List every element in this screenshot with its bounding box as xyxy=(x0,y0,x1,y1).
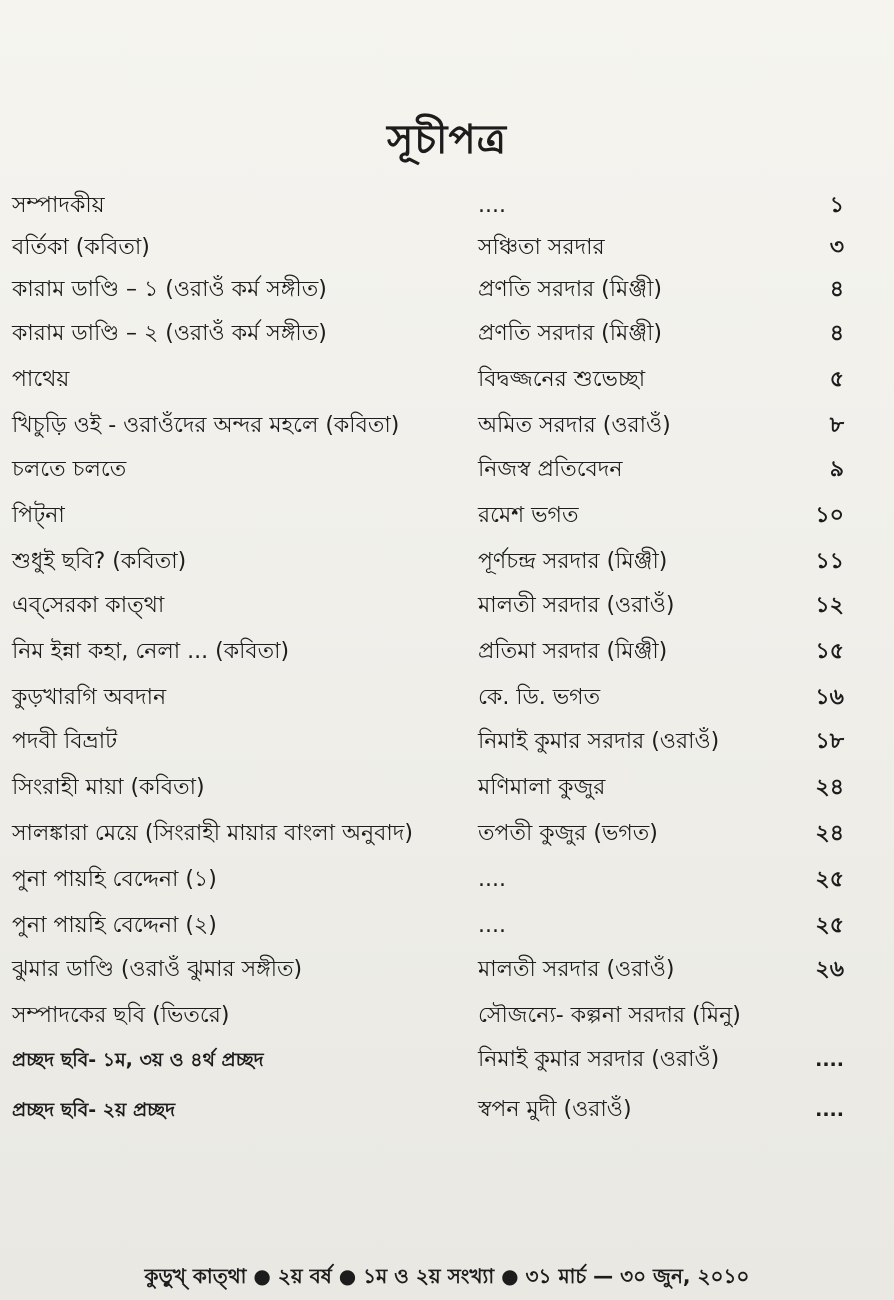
toc-page: .... xyxy=(815,1049,844,1071)
toc-title: বর্তিকা (কবিতা) xyxy=(12,235,150,260)
toc-row xyxy=(0,904,894,948)
toc-page: ১৫ xyxy=(815,639,844,664)
toc-author: রমেশ ভগত xyxy=(478,503,579,528)
toc-page: ৩ xyxy=(829,235,844,260)
toc-title: পুনা পায়হি বেদ্দেনা (২) xyxy=(12,913,217,938)
toc-row xyxy=(0,268,894,312)
toc-page: ৫ xyxy=(829,367,844,392)
toc-row xyxy=(0,584,894,628)
page-title: সূচীপত্র xyxy=(387,117,507,163)
toc-page: ২৪ xyxy=(815,821,844,846)
toc-row xyxy=(0,994,894,1038)
toc-author: তপতী কুজুর (ভগত) xyxy=(478,821,658,846)
toc-page: ১১ xyxy=(815,549,844,574)
toc-title: এব্‌সেরকা কাত্‌থা xyxy=(12,593,165,618)
toc-page: ১০ xyxy=(815,503,844,528)
toc-row xyxy=(0,1088,894,1132)
toc-page: ২৬ xyxy=(815,957,844,982)
toc-row xyxy=(0,540,894,584)
toc-author: অমিত সরদার (ওরাওঁ) xyxy=(478,413,671,438)
toc-title: সালঙ্কারা মেয়ে (সিংরাহী মায়ার বাংলা অনুবাদ) xyxy=(12,821,413,846)
toc-title: সিংরাহী মায়া (কবিতা) xyxy=(12,775,205,800)
toc-author: কে. ডি. ভগত xyxy=(478,685,601,710)
toc-row xyxy=(0,184,894,228)
toc-author: মালতী সরদার (ওরাওঁ) xyxy=(478,957,675,982)
toc-author: প্রণতি সরদার (মিঞ্জী) xyxy=(478,321,662,346)
toc-author: সঞ্চিতা সরদার xyxy=(478,235,605,260)
toc-row xyxy=(0,448,894,492)
toc-title: চলতে চলতে xyxy=(12,457,127,482)
toc-title: কারাম ডাণ্ডি – ১ (ওরাওঁ কর্ম সঙ্গীত) xyxy=(12,277,327,302)
toc-row xyxy=(0,494,894,538)
toc-author: .... xyxy=(478,867,506,892)
toc-row xyxy=(0,676,894,720)
toc-page: ১২ xyxy=(815,593,844,618)
toc-title: সম্পাদকীয় xyxy=(12,193,105,218)
toc-author: প্রতিমা সরদার (মিঞ্জী) xyxy=(478,639,668,664)
toc-row xyxy=(0,766,894,810)
toc-row xyxy=(0,720,894,764)
toc-title: পদবী বিভ্রাট xyxy=(12,729,118,754)
toc-author: .... xyxy=(478,913,506,938)
toc-title: প্রচ্ছদ ছবি- ১ম, ৩য় ও ৪র্থ প্রচ্ছদ xyxy=(12,1049,264,1071)
toc-author: নিমাই কুমার সরদার (ওরাওঁ) xyxy=(478,729,720,754)
toc-page: ১ xyxy=(829,193,844,218)
toc-page: ৪ xyxy=(829,321,844,346)
page-footer: কুড়ুখ্‌ কাত্‌থা ● ২য় বর্ষ ● ১ম ও ২য় সংখ্যা ● ৩১ মার্চ — ৩০ জুন, ২০১০ xyxy=(144,1264,750,1288)
toc-title: খিচুড়ি ওই - ওরাওঁদের অন্দর মহলে (কবিতা) xyxy=(12,413,400,438)
toc-title: কুড়খারগি অবদান xyxy=(12,685,167,710)
toc-row xyxy=(0,226,894,270)
toc-title: পাথেয় xyxy=(12,367,70,392)
toc-title: পিট্না xyxy=(12,503,65,528)
toc-author: স্বপন মুদী (ওরাওঁ) xyxy=(478,1097,632,1122)
toc-title: পুনা পায়হি বেদ্দেনা (১) xyxy=(12,867,217,892)
toc-title: সম্পাদকের ছবি (ভিতরে) xyxy=(12,1003,230,1028)
toc-author: বিদ্বজ্জনের শুভেচ্ছা xyxy=(478,367,646,392)
toc-author: সৌজন্যে- কল্পনা সরদার (মিনু) xyxy=(478,1003,741,1028)
toc-row xyxy=(0,858,894,902)
toc-row xyxy=(0,812,894,856)
toc-page: ৪ xyxy=(829,277,844,302)
toc-title: নিম ইন্না কহা, নেলা ... (কবিতা) xyxy=(12,639,290,664)
toc-row xyxy=(0,630,894,674)
toc-title: শুধুই ছবি? (কবিতা) xyxy=(12,549,187,574)
toc-page: .... xyxy=(815,1099,844,1121)
toc-author: .... xyxy=(478,193,506,218)
toc-row xyxy=(0,948,894,992)
toc-author: মালতী সরদার (ওরাওঁ) xyxy=(478,593,675,618)
toc-row xyxy=(0,404,894,448)
toc-author: মণিমালা কুজুর xyxy=(478,775,606,800)
toc-author: প্রণতি সরদার (মিঞ্জী) xyxy=(478,277,662,302)
toc-title: ঝুমার ডাণ্ডি (ওরাওঁ ঝুমার সঙ্গীত) xyxy=(12,957,303,982)
toc-author: পূর্ণচন্দ্র সরদার (মিঞ্জী) xyxy=(478,549,668,574)
toc-page: ১৬ xyxy=(815,685,844,710)
toc-row xyxy=(0,358,894,402)
toc-page: ৯ xyxy=(829,457,844,482)
toc-author: নিজস্ব প্রতিবেদন xyxy=(478,457,623,482)
toc-page: ২৫ xyxy=(815,867,844,892)
toc-title: কারাম ডাণ্ডি – ২ (ওরাওঁ কর্ম সঙ্গীত) xyxy=(12,321,327,346)
toc-author: নিমাই কুমার সরদার (ওরাওঁ) xyxy=(478,1047,720,1072)
toc-page: ২৪ xyxy=(815,775,844,800)
toc-row xyxy=(0,1038,894,1082)
toc-page: ৮ xyxy=(829,413,844,438)
toc-page: ১৮ xyxy=(815,729,844,754)
toc-page: ২৫ xyxy=(815,913,844,938)
toc-title: প্রচ্ছদ ছবি- ২য় প্রচ্ছদ xyxy=(12,1099,176,1121)
toc-row xyxy=(0,312,894,356)
